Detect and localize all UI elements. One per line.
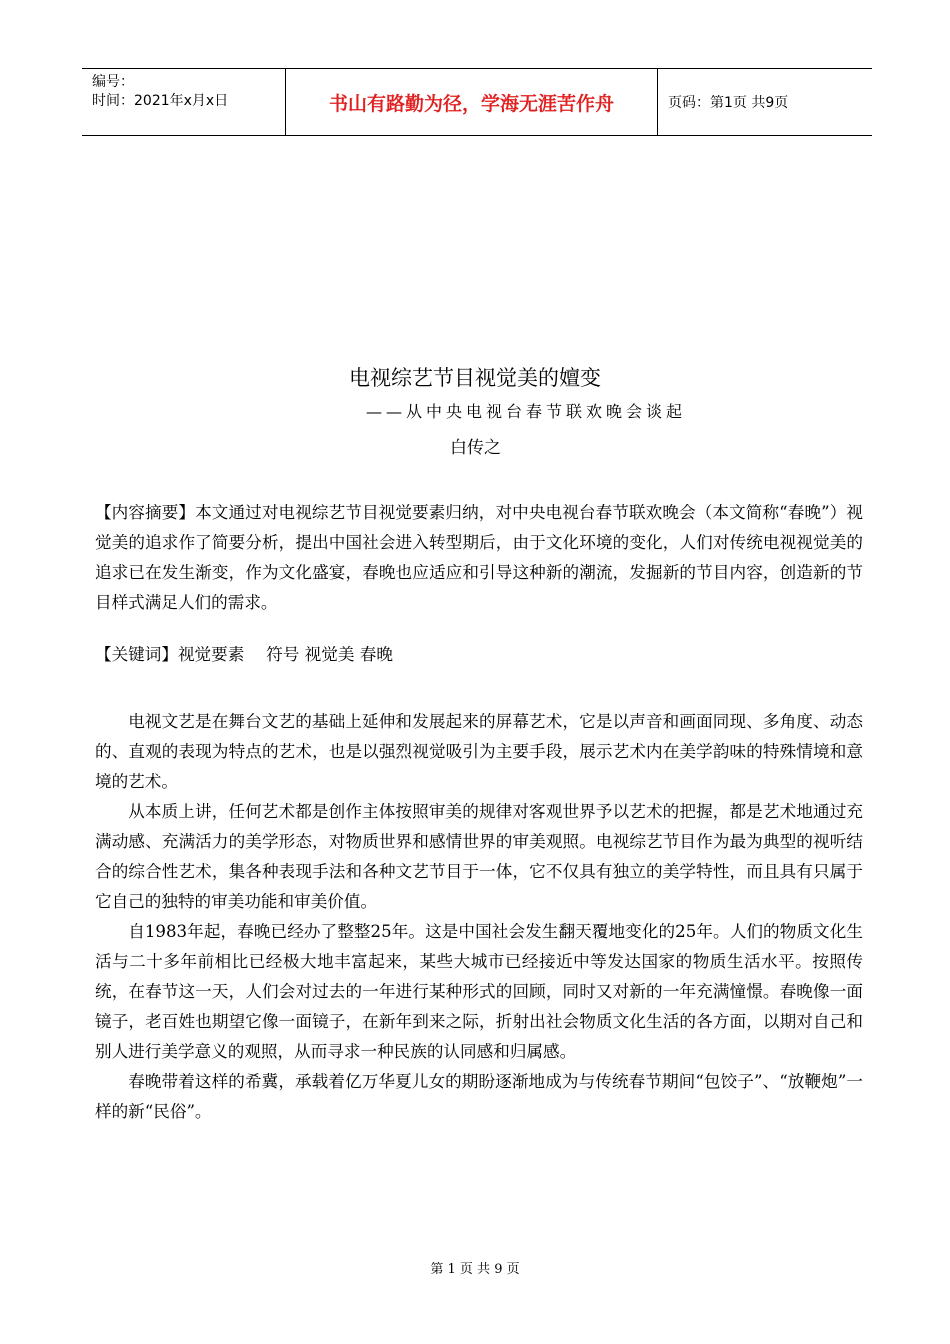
header-motto: 书山有路勤为径，学海无涯苦作舟 (285, 69, 658, 135)
paragraph: 从本质上讲，任何艺术都是创作主体按照审美的规律对客观世界予以艺术的把握，都是艺术地通过充满动感、充满活力的美学形态，对物质世界和感情世界的审美观照。电视综艺节目作为最为典型的视听结合的综合性艺术，集各种表现手法和各种文艺节目于一体，它不仅具有独立的美学特性，而且具有只属于它自己的独特的审美功能和审美价值。 (95, 802, 863, 911)
document-title: 电视综艺节目视觉美的嬗变 (349, 366, 601, 390)
header-page-info: 页码：第1页 共9页 (668, 95, 789, 111)
abstract: 【内容摘要】本文通过对电视综艺节目视觉要素归纳，对中央电视台春节联欢晚会（本文简称“春晚”）视觉美的追求作了简要分析，提出中国社会进入转型期后，由于文化环境的变化，人们对传统电视视觉美的追求已在发生渐变，作为文化盛宴，春晚也应适应和引导这种新的潮流，发掘新的节目内容，创造新的节目样式满足人们的需求。 (95, 503, 863, 612)
time-label: 时间：2021年x月x日 (92, 93, 229, 109)
document-author: 白传之 (450, 438, 501, 458)
body-text (95, 707, 863, 1127)
paragraph: 自1983年起，春晚已经办了整整25年。这是中国社会发生翻天覆地变化的25年。人们的物质文化生活与二十多年前相比已经极大地丰富起来，某些大城市已经接近中等发达国家的物质生活水平。按照传统，在春节这一天，人们会对过去的一年进行某种形式的回顾，同时又对新的一年充满憧憬。春晚像一面镜子，老百姓也期望它像一面镜子，在新年到来之际，折射出社会物质文化生活的各方面，以期对自己和别人进行美学意义的观照，从而寻求一种民族的认同感和归属感。 (95, 922, 863, 1061)
header-meta (82, 69, 285, 135)
paragraph: 春晚带着这样的希冀，承载着亿万华夏儿女的期盼逐渐地成为与传统春节期间“包饺子”、“放鞭炮”一样的新“民俗”。 (95, 1072, 863, 1121)
document-subtitle: ——从中央电视台春节联欢晚会谈起 (366, 402, 687, 421)
paragraph: 电视文艺是在舞台文艺的基础上延伸和发展起来的屏幕艺术，它是以声音和画面同现、多角度、动态的、直观的表现为特点的艺术，也是以强烈视觉吸引为主要手段，展示艺术内在美学韵味的特殊情境和意境的艺术。 (95, 712, 863, 791)
page-header (82, 68, 872, 136)
keywords: 【关键词】视觉要素 符号 视觉美 春晚 (95, 645, 393, 664)
page-footer: 第 1 页 共 9 页 (430, 1262, 520, 1277)
serial-label: 编号： (92, 74, 134, 90)
